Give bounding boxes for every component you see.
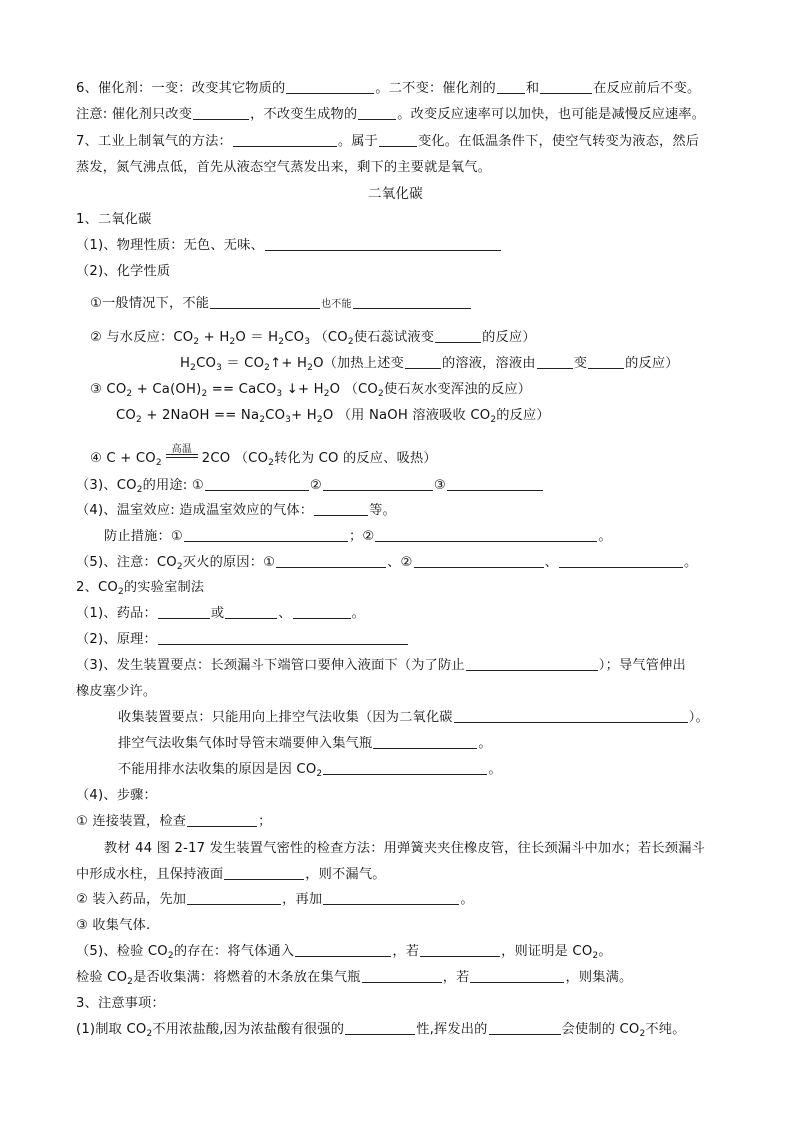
text: 的用途: ① <box>142 478 204 493</box>
text: + 2NaOH == Na <box>141 408 260 423</box>
text-line <box>76 812 272 832</box>
subscript: 2 <box>136 415 142 425</box>
text: ① 连接装置，检查 <box>76 814 187 829</box>
text: ，再加 <box>282 892 323 907</box>
blank[interactable] <box>210 294 320 309</box>
text: 使石灰水变浑浊的反应） <box>383 382 532 397</box>
blank[interactable] <box>187 890 281 905</box>
text: 灭火的原因：① <box>182 555 276 570</box>
text: ④ C + CO <box>90 451 156 466</box>
text: ，则证明是 CO <box>501 944 593 959</box>
subscript: 2 <box>155 458 162 468</box>
text: 、 <box>278 606 292 621</box>
subscript: 3 <box>304 337 311 347</box>
text: （5)、注意：CO <box>76 555 177 570</box>
text: 不能用排水法收集的原因是因 CO <box>118 762 317 777</box>
blank[interactable] <box>489 1020 561 1035</box>
reaction-condition: 高温 <box>171 444 192 455</box>
text: 7、工业上制氧气的方法： <box>76 134 232 149</box>
text: 。 <box>488 762 502 777</box>
text: CO <box>284 330 305 345</box>
subscript: 2 <box>264 363 271 373</box>
blank[interactable] <box>224 865 304 880</box>
subscript: 2 <box>176 562 183 572</box>
text: ② <box>309 478 322 493</box>
text-line <box>76 865 386 885</box>
blank[interactable] <box>276 553 386 568</box>
text: + H <box>291 408 317 423</box>
text: ，不改变生成物的 <box>250 107 358 122</box>
blank[interactable] <box>379 132 417 147</box>
text: ② 与水反应：CO <box>90 330 194 345</box>
text: 使石蕊试液变 <box>353 330 435 345</box>
subscript: 2 <box>259 415 266 425</box>
blank[interactable] <box>559 553 683 568</box>
text: 。二不变：催化剂的 <box>375 81 496 96</box>
subscript: 3 <box>285 415 292 425</box>
text: ↓+ H <box>282 382 324 397</box>
text-line <box>76 79 700 99</box>
text-line <box>118 734 492 754</box>
text-line <box>104 527 612 547</box>
text: （1)、药品： <box>76 606 157 621</box>
blank[interactable] <box>375 527 597 542</box>
blank[interactable] <box>497 79 525 94</box>
text: ，若 <box>392 944 420 959</box>
text: 是否收集满：将燃着的木条放在集气瓶 <box>133 970 361 985</box>
text-line <box>76 604 365 624</box>
text-line <box>76 942 612 962</box>
blank[interactable] <box>537 354 573 369</box>
subscript: 2 <box>592 951 599 961</box>
subscript: 2 <box>167 951 174 961</box>
text: 性,挥发出的 <box>416 1022 488 1037</box>
blank[interactable] <box>295 942 391 957</box>
blank[interactable] <box>420 942 500 957</box>
text: 也不能 <box>321 299 352 310</box>
blank[interactable] <box>414 553 544 568</box>
text: （3)、发生装置要点：长颈漏斗下端管口要伸入液面下（为了防止 <box>76 658 465 673</box>
text: 不用浓盐酸,因为浓盐酸有很强的 <box>152 1022 345 1037</box>
text: ，则集满。 <box>565 970 633 985</box>
text-line <box>76 501 396 521</box>
text: 。 <box>683 555 698 570</box>
text: 、 <box>544 555 558 570</box>
text: （2)、原理： <box>76 632 157 647</box>
blank[interactable] <box>187 812 257 827</box>
blank[interactable] <box>466 656 598 671</box>
text: 的反应） <box>625 356 679 371</box>
text: 、② <box>387 555 413 570</box>
text: 在反应前后不变。 <box>593 81 701 96</box>
text: ② 装入药品，先加 <box>76 892 187 907</box>
text: （4)、温室效应: 造成温室效应的气体： <box>76 503 314 518</box>
text: 的反应） <box>496 408 550 423</box>
blank[interactable] <box>362 968 442 983</box>
text: ；② <box>348 529 375 544</box>
subscript: 2 <box>347 337 354 347</box>
text: O （CO <box>329 382 378 397</box>
text: （3)、CO <box>76 478 137 493</box>
blank[interactable] <box>373 734 477 749</box>
text: 的反应） <box>482 330 536 345</box>
text: ③ CO <box>90 382 127 397</box>
blank[interactable] <box>435 328 481 343</box>
text-line <box>76 553 697 573</box>
equation <box>90 328 536 348</box>
text: 6、催化剂：一变：改变其它物质的 <box>76 81 286 96</box>
text-line: 教材 44 图 2-17 发生装置气密性的检查方法：用弹簧夹夹住橡皮管，往长颈漏斗中加水；若长颈漏斗 <box>104 841 705 856</box>
text: + H <box>199 330 230 345</box>
text: O （用 NaOH 溶液吸收 CO <box>322 408 491 423</box>
text-line <box>76 968 632 988</box>
subscript: 2 <box>378 389 384 399</box>
text: 。属于 <box>337 134 379 149</box>
text: ，若 <box>442 970 470 985</box>
equation <box>180 354 679 374</box>
text: 排空气法收集气体时导管末端要伸入集气瓶 <box>118 736 373 751</box>
heading: 1、二氧化碳 <box>76 212 152 227</box>
heading <box>76 578 204 598</box>
equation <box>90 446 437 469</box>
subscript: 2 <box>316 769 323 779</box>
text-line <box>90 294 472 315</box>
blank[interactable] <box>405 354 441 369</box>
text: 注意: 催化剂只改变 <box>76 107 193 122</box>
text-line <box>76 476 544 496</box>
text: 2、CO <box>76 580 118 595</box>
text: CO <box>265 408 286 423</box>
text: ＝ CO <box>222 356 265 371</box>
text: 。 <box>478 736 492 751</box>
text: 的溶液，溶液由 <box>441 356 536 371</box>
text-line <box>76 236 502 256</box>
blank[interactable] <box>323 890 459 905</box>
subscript: 2 <box>126 389 133 399</box>
blank[interactable] <box>265 236 501 251</box>
subscript: 2 <box>490 415 497 425</box>
subscript: 2 <box>316 415 323 425</box>
text: (1)制取 CO <box>76 1022 147 1037</box>
blank[interactable] <box>158 630 408 645</box>
text: CO <box>116 408 136 423</box>
blank[interactable] <box>470 968 564 983</box>
subscript: 2 <box>307 363 314 373</box>
blank[interactable] <box>540 79 592 94</box>
condition-arrow <box>164 446 200 466</box>
text: CO <box>196 356 217 371</box>
text: 收集装置要点：只能用向上排空气法收集（因为二氧化碳 <box>118 710 453 725</box>
text-line: ③ 收集气体. <box>76 918 151 933</box>
text: 中形成水柱，且保持液面 <box>76 867 224 882</box>
heading: 3、注意事项： <box>76 996 165 1011</box>
text: 。改变反应速率可以加快，也可能是减慢反应速率。 <box>397 107 706 122</box>
text: 转化为 CO 的反应、吸热） <box>274 451 437 466</box>
blank[interactable] <box>225 604 277 619</box>
subscript: 2 <box>127 977 134 987</box>
text: ）；导气管伸出 <box>598 658 686 673</box>
blank[interactable] <box>205 476 309 491</box>
text: 等。 <box>369 503 396 518</box>
text-line: （4)、步骤： <box>76 788 157 803</box>
text: 。 <box>598 944 612 959</box>
text-line <box>76 630 409 650</box>
equation <box>116 406 550 426</box>
subscript: 2 <box>136 485 143 495</box>
subscript: 3 <box>276 389 283 399</box>
subscript: 2 <box>639 1029 646 1039</box>
subscript: 2 <box>146 1029 153 1039</box>
text-line <box>76 132 699 152</box>
text-line <box>76 1020 686 1040</box>
blank[interactable] <box>323 476 433 491</box>
text-line <box>76 890 474 910</box>
blank[interactable] <box>193 105 249 120</box>
subscript: 2 <box>117 587 124 597</box>
text: 变 <box>573 356 588 371</box>
text-line <box>76 105 705 125</box>
text: 的存在：将气体通入 <box>173 944 295 959</box>
text: O ＝ H <box>235 330 279 345</box>
blank[interactable] <box>314 501 368 516</box>
blank[interactable] <box>454 708 688 723</box>
text: 2CO （CO <box>201 451 269 466</box>
blank[interactable] <box>158 604 210 619</box>
text: ）。 <box>688 710 709 725</box>
text-line: （2)、化学性质 <box>76 264 171 279</box>
text: （CO <box>310 330 348 345</box>
text: 检验 CO <box>76 970 128 985</box>
text: 会使制的 CO <box>561 1022 640 1037</box>
blank[interactable] <box>358 105 396 120</box>
subscript: 2 <box>229 337 236 347</box>
text: ↑+ H <box>270 356 308 371</box>
text: ①一般情况下，不能 <box>90 296 210 311</box>
subscript: 2 <box>278 337 285 347</box>
blank[interactable] <box>233 132 337 147</box>
text: 或 <box>210 606 225 621</box>
text: H <box>180 356 191 371</box>
blank[interactable] <box>286 79 374 94</box>
text: ③ <box>433 478 446 493</box>
text: O（加热上述变 <box>313 356 404 371</box>
subscript: 3 <box>216 363 222 373</box>
text: （1)、物理性质：无色、无味、 <box>76 238 264 253</box>
text: 。 <box>351 606 366 621</box>
subscript: 2 <box>323 389 330 399</box>
blank[interactable] <box>447 476 543 491</box>
equation <box>90 380 531 400</box>
text: ，则不漏气。 <box>305 867 386 882</box>
blank[interactable] <box>323 760 487 775</box>
text-line <box>118 708 709 728</box>
blank[interactable] <box>293 604 351 619</box>
text: == CaCO <box>207 382 277 397</box>
text: 的实验室制法 <box>123 580 205 595</box>
text: ； <box>258 814 272 829</box>
text: 。 <box>598 529 612 544</box>
subscript: 2 <box>193 337 200 347</box>
text-line <box>118 760 502 780</box>
subscript: 2 <box>201 389 208 399</box>
text: 不纯。 <box>645 1022 686 1037</box>
blank[interactable] <box>588 354 624 369</box>
text-line: 蒸发，氮气沸点低，首先从液态空气蒸发出来，剩下的主要就是氧气。 <box>76 160 492 175</box>
text: 。 <box>460 892 474 907</box>
blank[interactable] <box>353 294 471 309</box>
text-line <box>76 656 686 676</box>
blank[interactable] <box>184 527 348 542</box>
text: 防止措施：① <box>104 529 183 544</box>
section-title: 二氧化碳 <box>368 186 423 202</box>
text: 和 <box>525 81 540 96</box>
text: （5)、检验 CO <box>76 944 168 959</box>
text: 变化。在低温条件下，使空气转变为液态，然后 <box>418 134 700 149</box>
subscript: 2 <box>268 458 275 468</box>
subscript: 2 <box>190 363 197 373</box>
blank[interactable] <box>345 1020 415 1035</box>
text: + Ca(OH) <box>132 382 202 397</box>
text-line: 橡皮塞少许。 <box>76 684 157 699</box>
